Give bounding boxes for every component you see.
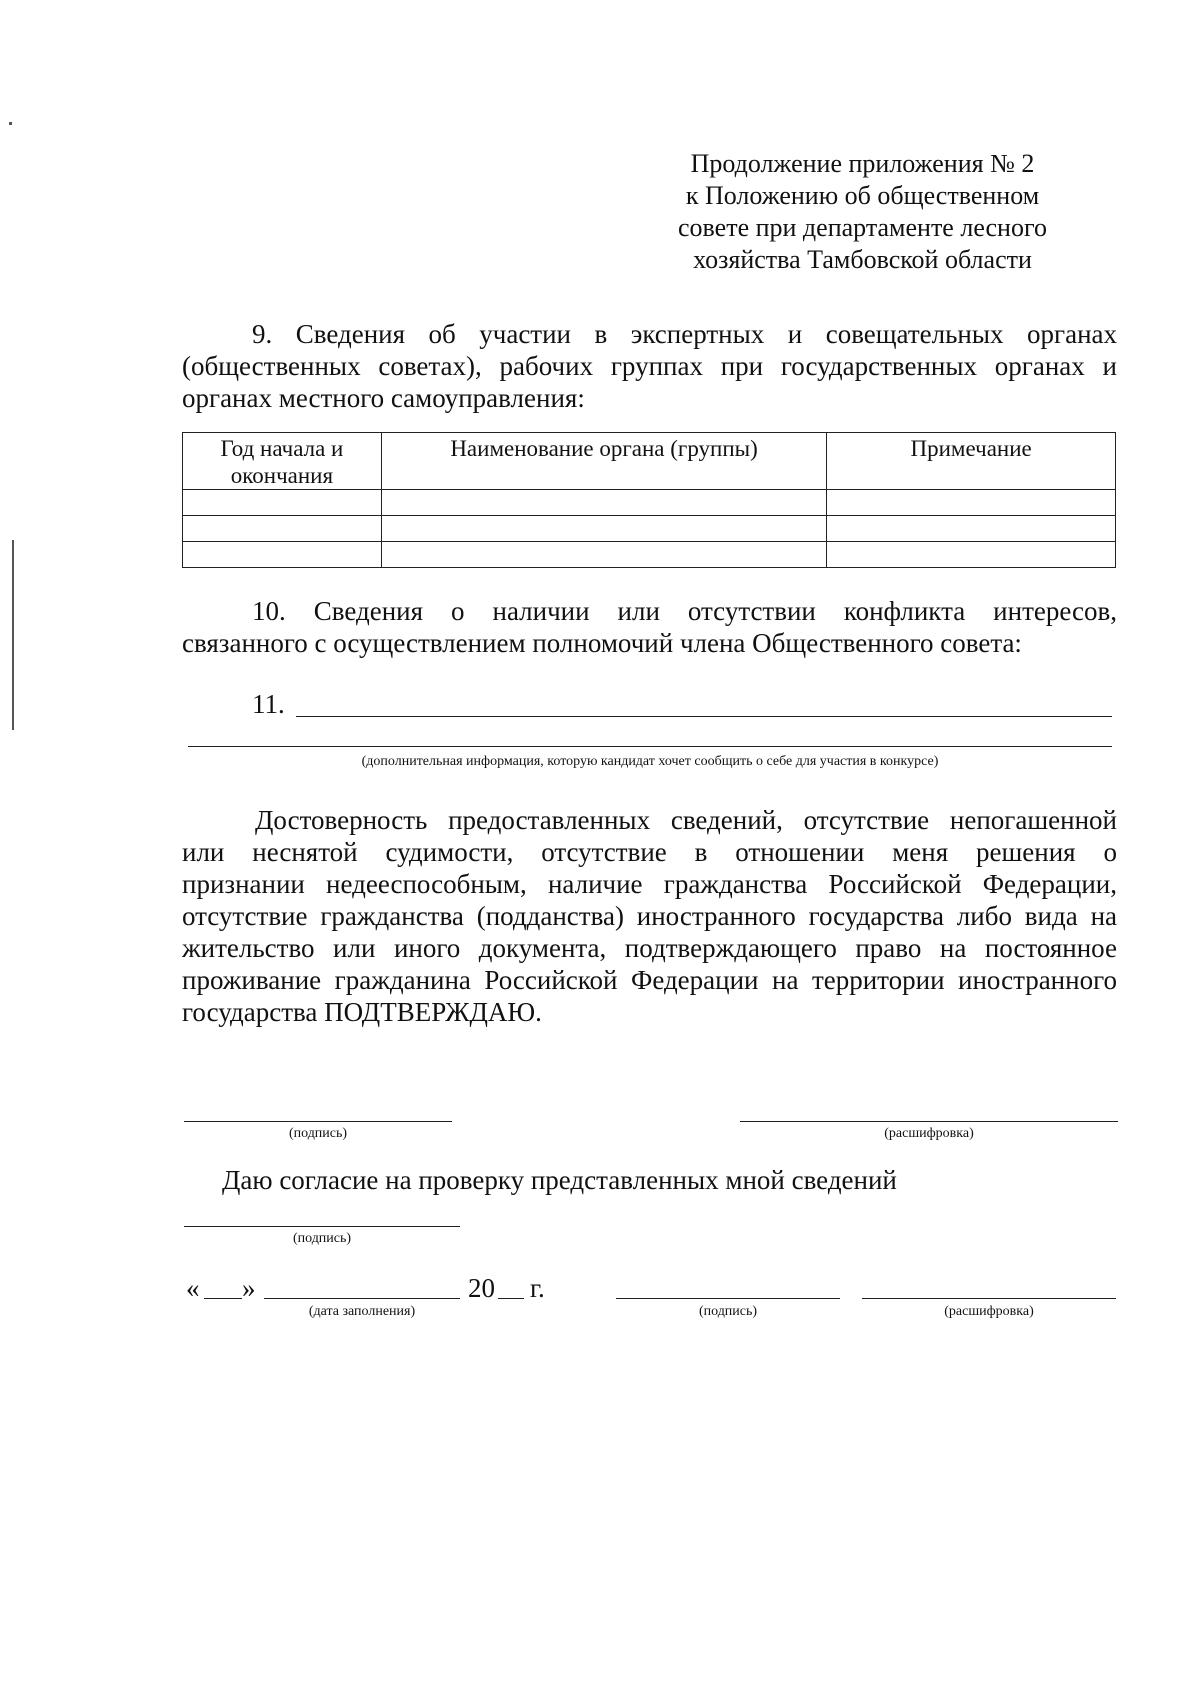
section-11-caption: (дополнительная информация, которую кандидат хочет сообщить о себе для участия в конкурсе) <box>361 754 939 769</box>
signature-decode-caption: (расшифровка) <box>884 1126 974 1141</box>
date-year-line[interactable] <box>498 1298 524 1299</box>
header-line-1: Продолжение приложения № 2 <box>690 149 1035 178</box>
table-cell[interactable] <box>381 516 826 542</box>
confirmation-line-1: Достоверность предоставленных сведений, отсутствие непогашенной <box>255 805 1117 835</box>
header-line-3: совете при департаменте лесного <box>678 213 1047 242</box>
table-cell[interactable] <box>827 516 1116 542</box>
date-caption: (дата заполнения) <box>308 1304 416 1319</box>
section-9-text <box>182 318 1117 414</box>
confirmation-line-7: государства ПОДТВЕРЖДАЮ. <box>182 997 542 1027</box>
final-decode-line[interactable] <box>862 1298 1116 1299</box>
header-line-2: к Положению об общественном <box>685 181 1040 210</box>
section-9-line-2: (общественных советах), рабочих группах при государственных органах и <box>182 351 1117 381</box>
confirmation-line-2: или неснятой судимости, отсутствие в отношении меня решения о <box>182 837 1117 867</box>
appendix-header <box>640 148 1085 276</box>
table-header-row <box>183 433 1116 490</box>
signature-caption: (подпись) <box>288 1126 348 1141</box>
table-cell[interactable] <box>183 542 382 568</box>
section-10-line-1: 10. Сведения о наличии или отсутствии конфликта интересов, <box>252 596 1117 626</box>
table-row <box>183 542 1116 568</box>
final-signature-caption: (подпись) <box>698 1304 758 1319</box>
date-day-line[interactable] <box>204 1298 242 1299</box>
table-cell[interactable] <box>183 490 382 516</box>
table-header-note: Примечание <box>827 433 1116 490</box>
confirmation-line-3: признании недееспособным, наличие гражданства Российской Федерации, <box>182 869 1117 899</box>
confirmation-line-6: проживание гражданина Российской Федерации на территории иностранного <box>182 965 1117 995</box>
table-cell[interactable] <box>183 516 382 542</box>
confirmation-text <box>182 804 1117 1028</box>
table-cell[interactable] <box>827 542 1116 568</box>
table-header-body-name: Наименование органа (группы) <box>381 433 826 490</box>
date-close-quote: » <box>242 1273 256 1303</box>
consent-text: Даю согласие на проверку представленных мной сведений <box>222 1165 897 1195</box>
section-9-line-1: 9. Сведения об участии в экспертных и совещательных органах <box>252 319 1117 349</box>
confirmation-line-4: отсутствие гражданства (подданства) иностранного государства либо вида на <box>182 901 1117 931</box>
table-row <box>183 490 1116 516</box>
scan-edge-mark <box>12 540 14 730</box>
section-10-text <box>182 595 1117 659</box>
date-month-line[interactable] <box>264 1298 460 1299</box>
section-9-line-3: органах местного самоуправления: <box>182 383 585 413</box>
signature-line[interactable] <box>184 1121 452 1122</box>
table-cell[interactable] <box>827 490 1116 516</box>
table-header-years-line-2: окончания <box>230 463 334 488</box>
section-10-line-2: связанного с осуществлением полномочий члена Общественного совета: <box>182 628 1022 658</box>
participation-table <box>182 432 1116 568</box>
final-signature-line[interactable] <box>616 1298 840 1299</box>
consent-signature-line[interactable] <box>184 1226 460 1227</box>
consent-signature-caption: (подпись) <box>292 1231 352 1246</box>
section-11-label: 11. <box>252 689 285 719</box>
date-year-prefix: 20 <box>468 1273 495 1303</box>
section-11-input-line[interactable] <box>296 716 1112 717</box>
table-row <box>183 516 1116 542</box>
signature-decode-line[interactable] <box>740 1121 1118 1122</box>
table-cell[interactable] <box>381 542 826 568</box>
date-open-quote: « <box>186 1273 200 1303</box>
table-header-years <box>183 433 382 490</box>
final-decode-caption: (расшифровка) <box>944 1304 1034 1319</box>
date-year-suffix: г. <box>530 1273 545 1303</box>
confirmation-line-5: жительство или иного документа, подтверждающего право на постоянное <box>182 933 1117 963</box>
section-11-second-line[interactable] <box>188 746 1112 747</box>
header-line-4: хозяйства Тамбовской области <box>693 245 1032 274</box>
scan-dot <box>9 122 12 125</box>
table-cell[interactable] <box>381 490 826 516</box>
table-header-years-line-1: Год начала и <box>220 436 344 461</box>
